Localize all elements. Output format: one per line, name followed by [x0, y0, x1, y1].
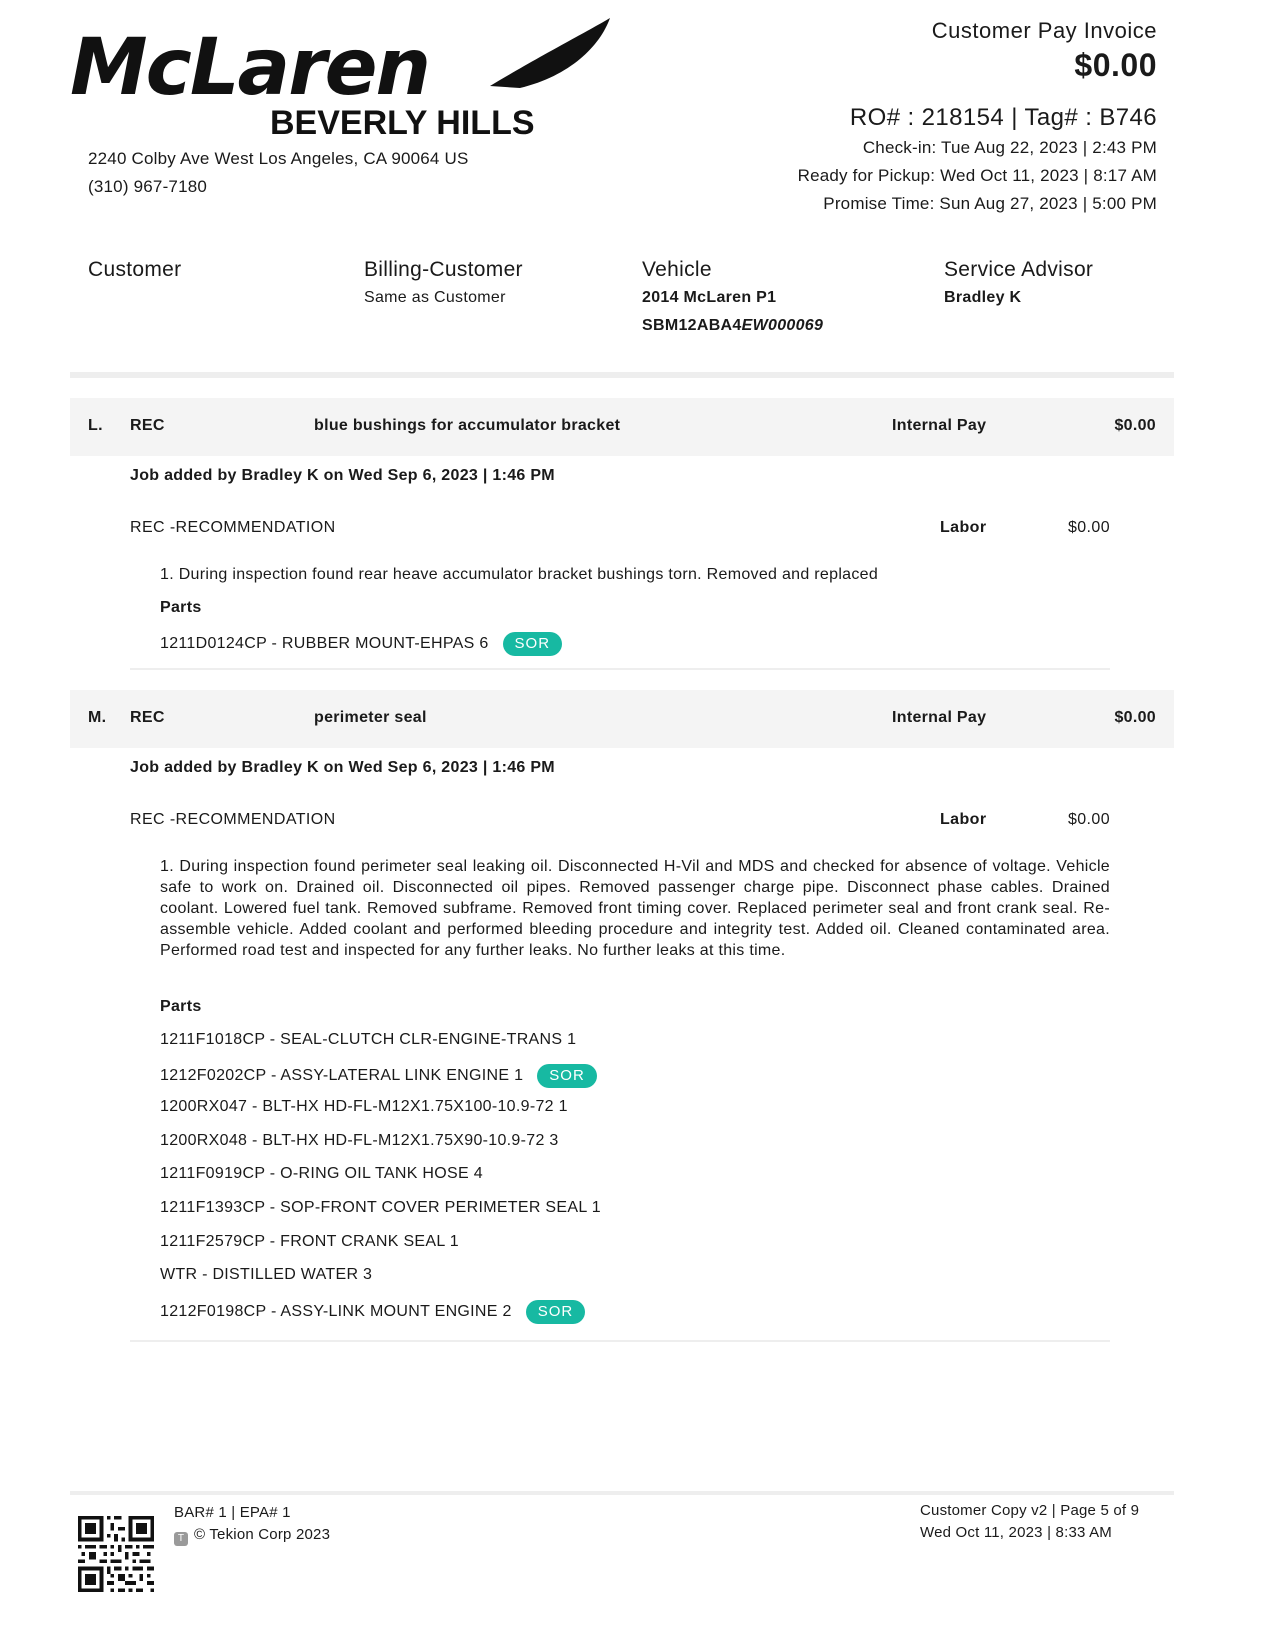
tech-story: 1. During inspection found perimeter seal leaking oil. Disconnected H-Vil and MDS and checked for absence of voltage. Vehicle safe to work on. Drained oil. Disconnected oil pipes. Removed passenger charge pipe. Disconnect phase cables. Drained coolant. Lowered fuel tank. Removed subframe. Removed front timing cover. Replaced perimeter seal and front crank seal. Re-assemble vehicle. Added coolant and performed bleeding procedure and integrity test. Added oil. Cleaned contaminated area. Performed road test and inspected for any further leaks. No further leaks at this time.: [160, 858, 1110, 959]
vehicle-vin: [642, 312, 823, 340]
advisor-heading: Service Advisor: [944, 258, 1094, 281]
dealer-address: 2240 Colby Ave West Los Angeles, CA 90064 US: [88, 149, 469, 168]
job-divider: [130, 668, 1110, 670]
part-line: [160, 1132, 559, 1150]
dealer-phone: (310) 967-7180: [88, 177, 208, 196]
parts-heading: Parts: [160, 599, 202, 616]
advisor-column: [944, 256, 1093, 312]
part-text: 1212F0198CP - ASSY-LINK MOUNT ENGINE 2: [160, 1303, 512, 1320]
logo-subtitle: BEVERLY HILLS: [270, 104, 535, 140]
job-letter: M.: [88, 709, 107, 726]
operation-kind: Labor: [940, 519, 987, 536]
job-added-by: Job added by Bradley K on Wed Sep 6, 2023 | 1:46 PM: [130, 759, 555, 776]
bar-epa-number: BAR# 1 | EPA# 1: [174, 1504, 291, 1521]
job-description: perimeter seal: [314, 709, 427, 726]
job-header-m: [70, 690, 1174, 748]
mclaren-logo-icon: [70, 16, 610, 140]
part-text: 1211F1018CP - SEAL-CLUTCH CLR-ENGINE-TRANS 1: [160, 1031, 577, 1048]
copyright-line: [174, 1524, 330, 1546]
logo-wordmark: McLaren: [70, 23, 430, 113]
job-amount: $0.00: [1114, 709, 1156, 726]
advisor-name: Bradley K: [944, 289, 1022, 306]
copyright-text: © Tekion Corp 2023: [194, 1526, 331, 1543]
job-letter: L.: [88, 417, 103, 434]
invoice-header: [798, 16, 1157, 218]
part-line: [160, 1064, 597, 1088]
operation-line: [130, 519, 1110, 539]
part-text: 1211F0919CP - O-RING OIL TANK HOSE 4: [160, 1165, 483, 1182]
customer-column: [88, 256, 181, 284]
dealer-logo: [70, 16, 610, 140]
job-description: blue bushings for accumulator bracket: [314, 417, 621, 434]
section-divider: [70, 372, 1174, 378]
customer-heading: Customer: [88, 258, 182, 281]
vehicle-column: [642, 256, 823, 340]
sor-badge: SOR: [537, 1064, 597, 1088]
qr-code-icon: [78, 1516, 154, 1592]
part-text: WTR - DISTILLED WATER 3: [160, 1266, 373, 1283]
part-line: [160, 1031, 576, 1049]
vehicle-model: 2014 McLaren P1: [642, 289, 777, 306]
job-amount: $0.00: [1114, 417, 1156, 434]
billing-column: [364, 256, 523, 312]
operation-line: [130, 811, 1110, 831]
job-type: REC: [130, 709, 165, 726]
part-text: 1211D0124CP - RUBBER MOUNT-EHPAS 6: [160, 635, 489, 652]
billing-value: Same as Customer: [364, 289, 506, 306]
job-divider: [130, 1340, 1110, 1342]
copy-page-info: Customer Copy v2 | Page 5 of 9: [920, 1502, 1140, 1519]
operation-name: REC -RECOMMENDATION: [130, 519, 336, 536]
check-in-time: Check-in: Tue Aug 22, 2023 | 2:43 PM: [862, 138, 1157, 157]
billing-heading: Billing-Customer: [364, 258, 523, 281]
footer-divider: [70, 1491, 1174, 1495]
part-text: 1200RX048 - BLT-HX HD-FL-M12X1.75X90-10.9-72 3: [160, 1132, 559, 1149]
invoice-title: Customer Pay Invoice: [931, 18, 1157, 43]
job-header-l: [70, 398, 1174, 456]
part-text: 1200RX047 - BLT-HX HD-FL-M12X1.75X100-10.9-72 1: [160, 1098, 568, 1115]
printed-time: Wed Oct 11, 2023 | 8:33 AM: [920, 1524, 1112, 1541]
dealer-address-block: [88, 145, 469, 201]
operation-amount: $0.00: [1067, 811, 1110, 828]
operation-name: REC -RECOMMENDATION: [130, 811, 336, 828]
part-line: [160, 1300, 585, 1324]
part-line: [160, 1233, 459, 1251]
part-line: [160, 1199, 601, 1217]
operation-amount: $0.00: [1067, 519, 1110, 536]
part-text: 1212F0202CP - ASSY-LATERAL LINK ENGINE 1: [160, 1067, 524, 1084]
sor-badge: SOR: [526, 1300, 586, 1324]
invoice-amount: $0.00: [1074, 47, 1157, 83]
tekion-logo-icon: T: [174, 1532, 188, 1546]
parts-heading: Parts: [160, 998, 202, 1015]
footer-left: [174, 1502, 330, 1546]
sor-badge: SOR: [503, 632, 563, 656]
part-line: [160, 1165, 483, 1183]
job-type: REC: [130, 417, 165, 434]
ro-tag-number: RO# : 218154 | Tag# : B746: [849, 104, 1157, 131]
tech-story: 1. During inspection found rear heave accumulator bracket bushings torn. Removed and replaced: [160, 566, 879, 583]
vin-prefix: SBM12ABA4: [642, 317, 742, 334]
promise-time: Promise Time: Sun Aug 27, 2023 | 5:00 PM: [823, 194, 1157, 213]
job-added-by: Job added by Bradley K on Wed Sep 6, 2023 | 1:46 PM: [130, 467, 555, 484]
part-line: [160, 1266, 372, 1284]
part-line: [160, 1098, 568, 1116]
footer-right: [920, 1500, 1139, 1544]
part-line: [160, 632, 562, 656]
vehicle-heading: Vehicle: [642, 258, 712, 281]
part-text: 1211F2579CP - FRONT CRANK SEAL 1: [160, 1233, 459, 1250]
job-pay-type: Internal Pay: [892, 709, 987, 726]
vin-suffix: EW000069: [741, 317, 824, 334]
ready-for-pickup-time: Ready for Pickup: Wed Oct 11, 2023 | 8:17 AM: [797, 166, 1157, 185]
operation-kind: Labor: [940, 811, 987, 828]
part-text: 1211F1393CP - SOP-FRONT COVER PERIMETER SEAL 1: [160, 1199, 601, 1216]
job-pay-type: Internal Pay: [892, 417, 987, 434]
